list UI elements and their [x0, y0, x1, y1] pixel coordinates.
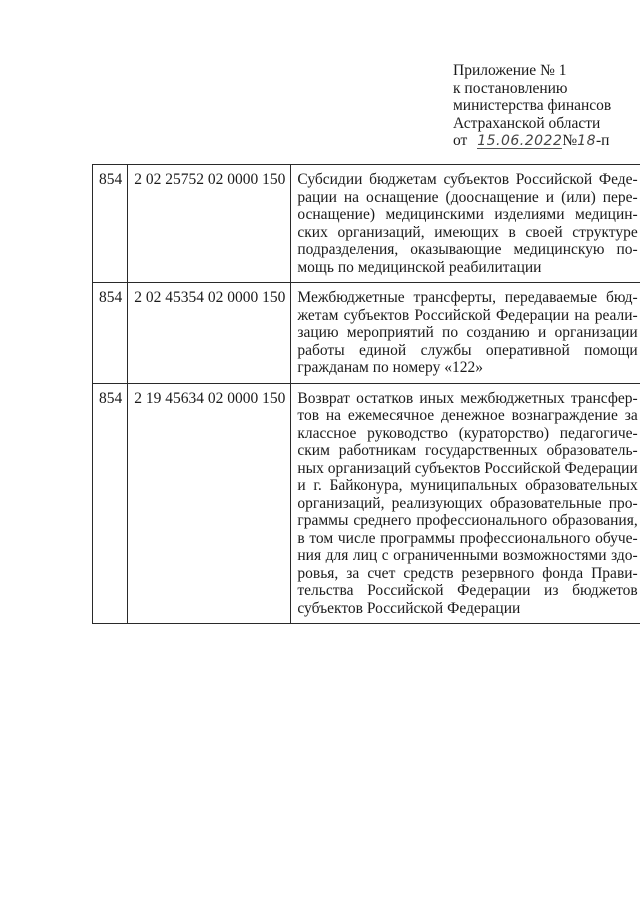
admin-code-cell: 854 — [93, 383, 128, 624]
header-line: к постановлению — [453, 79, 568, 97]
admin-code-cell: 854 — [93, 165, 128, 283]
name-line: Межбюджетные трансферты, передаваемые бюд- — [297, 289, 638, 306]
number-sign: № — [562, 132, 578, 149]
name-line: тов на ежемесячное денежное вознаграждение за — [297, 407, 638, 424]
header-line: Астраханской области — [453, 114, 601, 132]
name-line: жетам субъектов Российской Федерации на реали- — [297, 306, 638, 324]
revenue-name-cell — [291, 283, 640, 384]
name-line: рации на оснащение (дооснащение и (или) пере- — [297, 188, 638, 206]
name-line: гражданам по номеру «122» — [297, 359, 483, 376]
name-line: зацию мероприятий по созданию и организации — [297, 324, 638, 341]
table-row — [93, 283, 640, 384]
handwritten-date: 15.06.2022 — [477, 133, 563, 149]
budget-codes-table — [92, 164, 640, 624]
table-row — [93, 165, 640, 283]
name-line: ровья, за счет средств резервного фонда Прави- — [297, 564, 638, 582]
revenue-name-cell — [291, 383, 640, 624]
name-line: тельства Российской Федерации из бюджетов — [297, 582, 638, 599]
kbk-code-cell: 2 02 45354 02 0000 150 — [128, 283, 291, 384]
date-prefix: от — [453, 132, 468, 149]
name-line: ских организаций, имеющих в своей структуре — [297, 223, 638, 241]
name-line: организаций, реализующих образовательные про- — [297, 494, 638, 512]
name-line: подразделения, оказывающие медицинскую по- — [297, 241, 638, 258]
name-line: Субсидии бюджетам субъектов Российской Феде- — [297, 171, 638, 188]
name-line: ных организаций субъектов Российской Федерации — [297, 459, 638, 477]
handwritten-number: 18 — [577, 133, 596, 149]
header-line: министерства финансов — [453, 97, 612, 114]
name-line: и г. Байконура, муниципальных образовательных — [297, 477, 638, 494]
name-line: субъектов Российской Федерации — [297, 599, 521, 617]
header-line: Приложение № 1 — [453, 62, 567, 79]
admin-code-cell: 854 — [93, 283, 128, 384]
name-line: в том числе программы профессионального обуче- — [297, 529, 638, 547]
name-line: оснащение) медицинскими изделиями медицин- — [297, 206, 638, 223]
kbk-code-cell: 2 19 45634 02 0000 150 — [128, 383, 291, 624]
name-line: ским работникам государственных образователь- — [297, 442, 638, 459]
table-row — [93, 383, 640, 624]
date-number-line — [453, 132, 633, 151]
name-line: классное руководство (кураторство) педагогиче- — [297, 424, 638, 442]
revenue-name-cell — [291, 165, 640, 283]
name-line: граммы среднего профессионального образования, — [297, 512, 638, 529]
kbk-code-cell: 2 02 25752 02 0000 150 — [128, 165, 291, 283]
appendix-header — [453, 62, 633, 151]
name-line: Возврат остатков иных межбюджетных трансфер- — [297, 389, 638, 407]
name-line: ния для лиц с ограниченными возможностями здо- — [297, 547, 638, 564]
number-suffix: -п — [596, 132, 610, 149]
name-line: мощь по медицинской реабилитации — [297, 258, 542, 276]
name-line: работы единой службы оперативной помощи — [297, 341, 638, 359]
